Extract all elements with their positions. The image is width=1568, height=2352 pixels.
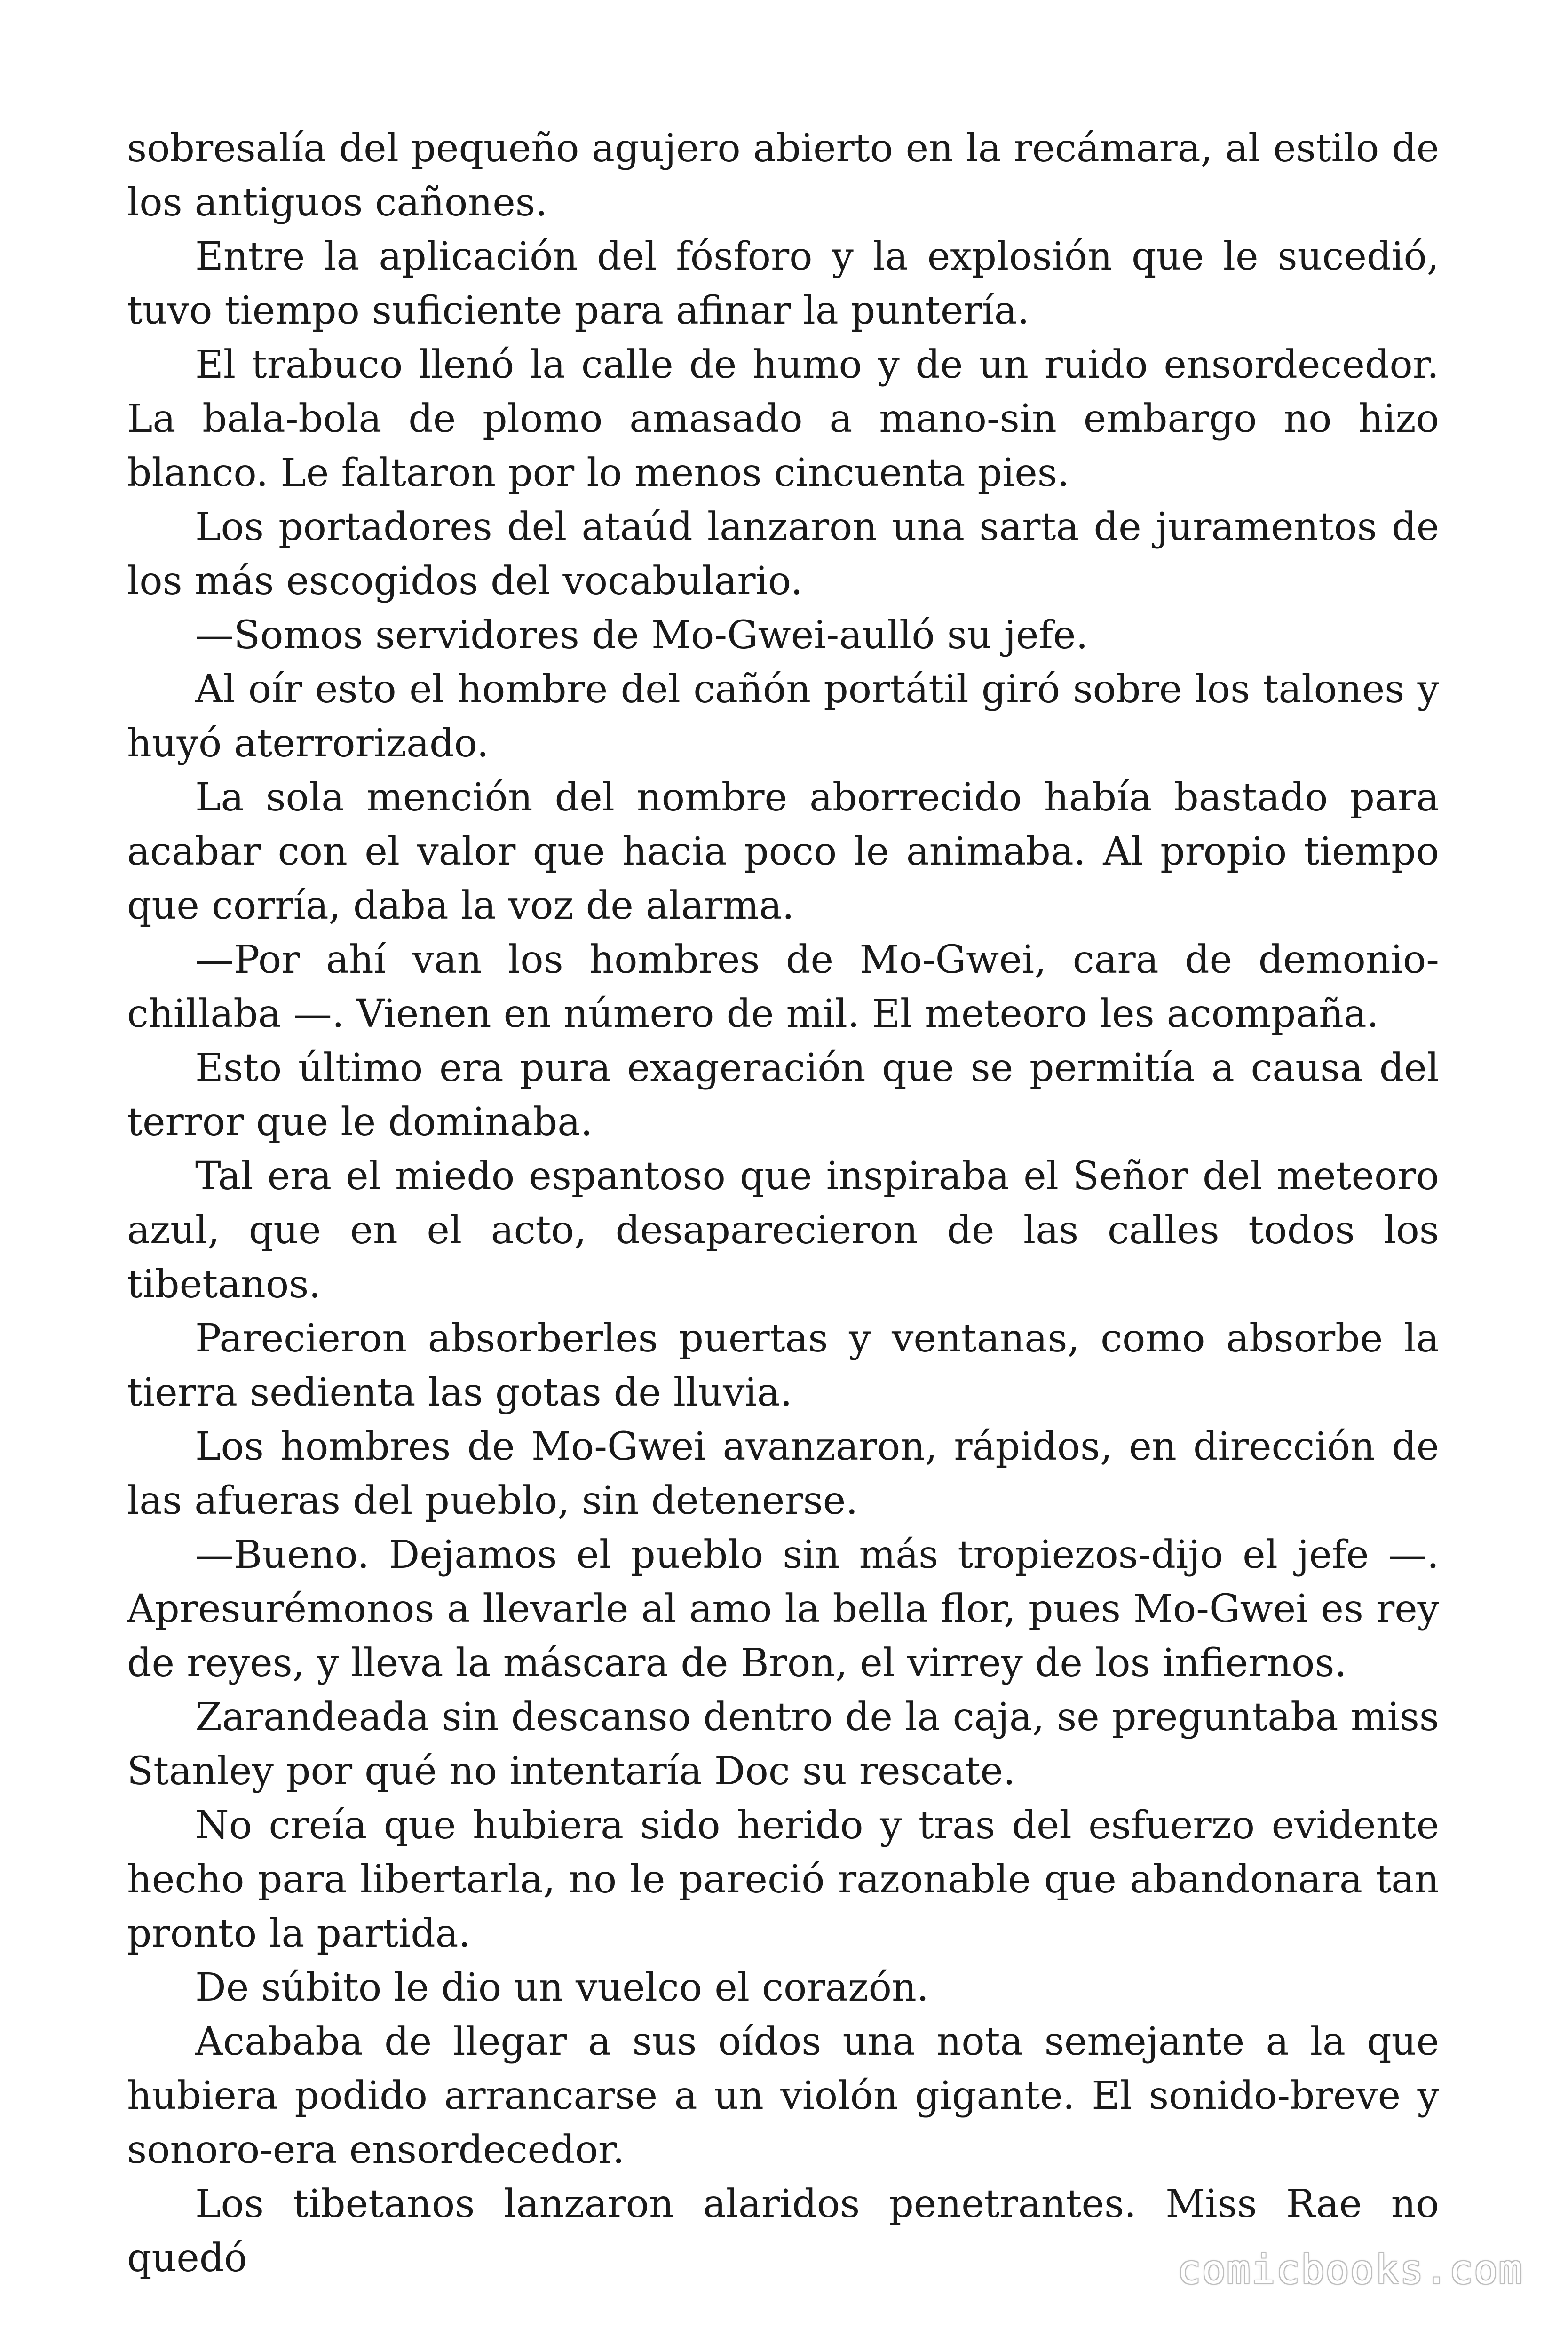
paragraph: Parecieron absorberles puertas y ventanas, como absorbe la tierra sedienta las gotas de lluvia.: [127, 1316, 1439, 1415]
page-body: [127, 121, 1439, 2285]
watermark: comicbooks.com: [1177, 2247, 1523, 2293]
paragraph: No creía que hubiera sido herido y tras del esfuerzo evidente hecho para libertarla, no le pareció razonable que abandonara tan pronto la partida.: [127, 1803, 1439, 1956]
paragraph: —Por ahí van los hombres de Mo-Gwei, cara de demonio-chillaba —. Vienen en número de mil. El meteoro les acompaña.: [127, 938, 1439, 1036]
paragraph: Acababa de llegar a sus oídos una nota semejante a la que hubiera podido arrancarse a un violón gigante. El sonido-breve y sonoro-era ensordecedor.: [127, 2019, 1439, 2172]
paragraph: Esto último era pura exageración que se permitía a causa del terror que le dominaba.: [127, 1046, 1439, 1144]
paragraph: De súbito le dio un vuelco el corazón.: [195, 1965, 929, 2010]
paragraph: Tal era el miedo espantoso que inspiraba el Señor del meteoro azul, que en el acto, desaparecieron de las calles todos los tibetanos.: [127, 1154, 1439, 1307]
paragraph: Zarandeada sin descanso dentro de la caja, se preguntaba miss Stanley por qué no intentaría Doc su rescate.: [127, 1695, 1439, 1794]
paragraph: La sola mención del nombre aborrecido había bastado para acabar con el valor que hacia poco le animaba. Al propio tiempo que corría, daba la voz de alarma.: [127, 775, 1439, 928]
paragraph: —Bueno. Dejamos el pueblo sin más tropiezos-dijo el jefe —. Apresurémonos a llevarle al amo la bella flor, pues Mo-Gwei es rey de reyes, y lleva la máscara de Bron, el virrey de los infiernos.: [127, 1533, 1439, 1685]
paragraph: Los hombres de Mo-Gwei avanzaron, rápidos, en dirección de las afueras del pueblo, sin detenerse.: [127, 1424, 1439, 1523]
paragraph: El trabuco llenó la calle de humo y de un ruido ensordecedor. La bala-bola de plomo amasado a mano-sin embargo no hizo blanco. Le faltaron por lo menos cincuenta pies.: [127, 342, 1439, 495]
paragraph: Entre la aplicación del fósforo y la explosión que le sucedió, tuvo tiempo suficiente para afinar la puntería.: [127, 234, 1439, 333]
paragraph: Al oír esto el hombre del cañón portátil giró sobre los talones y huyó aterrorizado.: [127, 667, 1439, 766]
paragraph: —Somos servidores de Mo-Gwei-aulló su jefe.: [195, 613, 1088, 658]
paragraph: Los portadores del ataúd lanzaron una sarta de juramentos de los más escogidos del vocabulario.: [127, 505, 1439, 604]
paragraph: sobresalía del pequeño agujero abierto en la recámara, al estilo de los antiguos cañones.: [127, 126, 1439, 225]
paragraph: Los tibetanos lanzaron alaridos penetrantes. Miss Rae no quedó: [127, 2182, 1439, 2280]
